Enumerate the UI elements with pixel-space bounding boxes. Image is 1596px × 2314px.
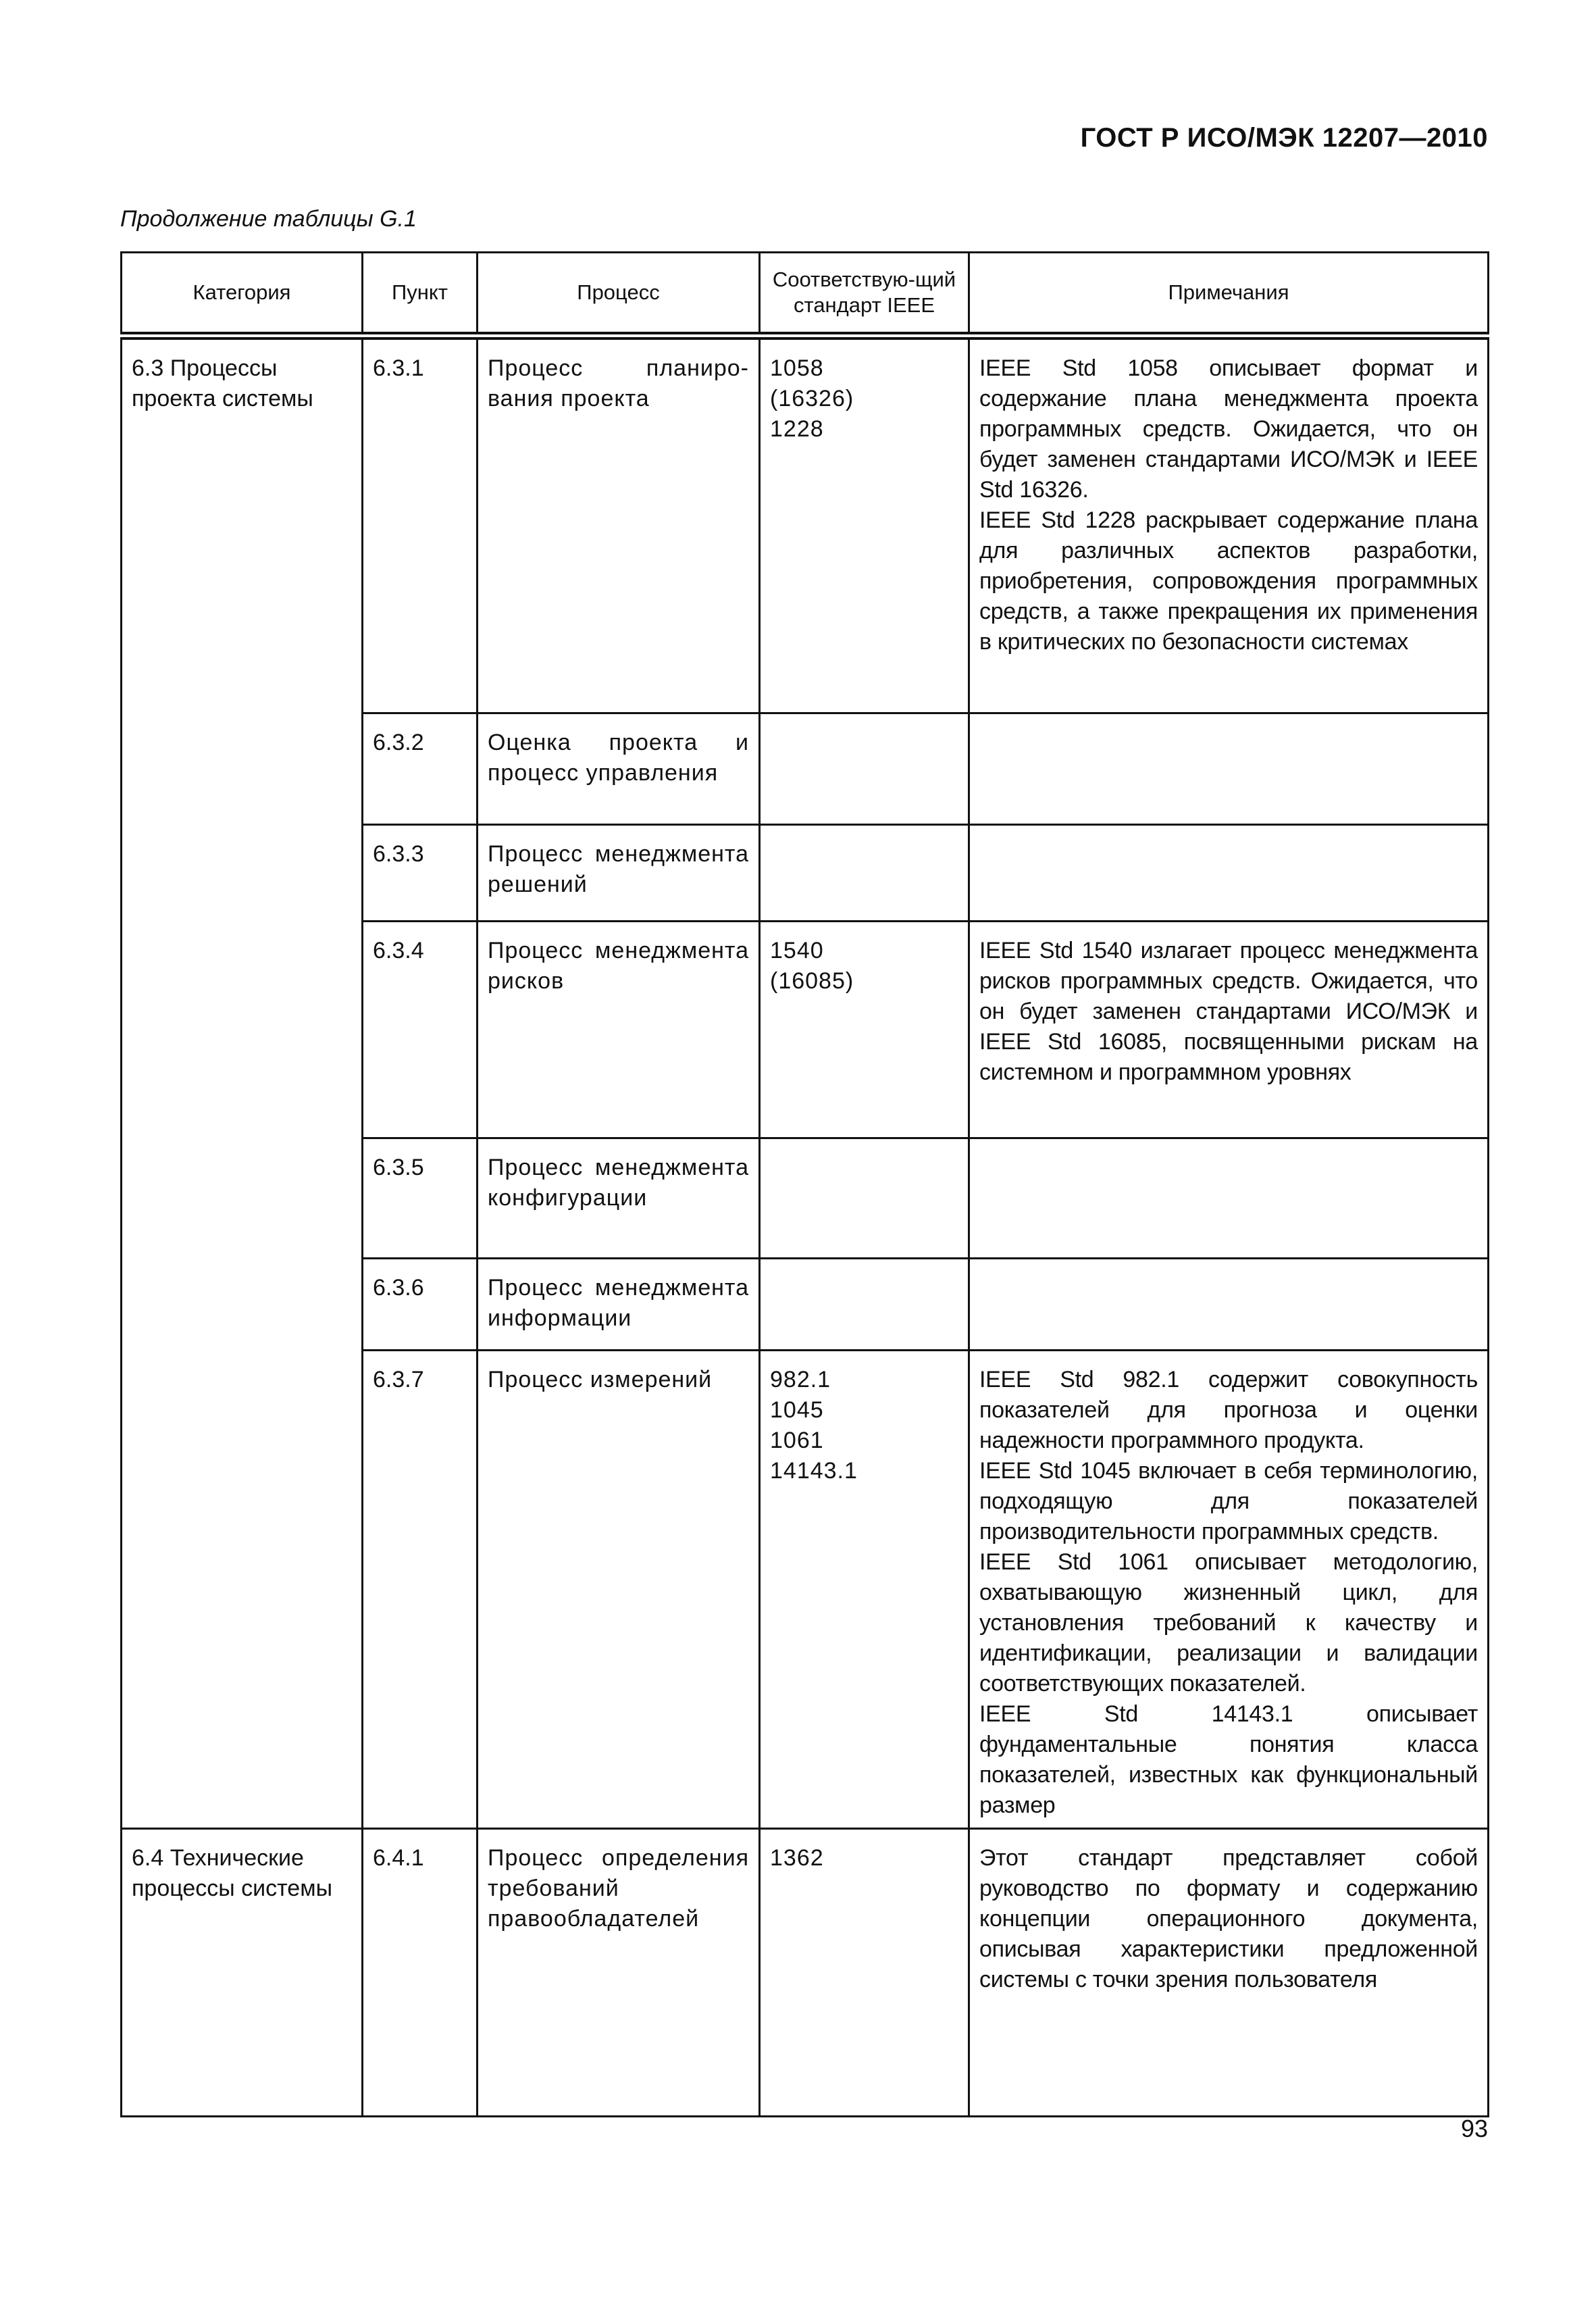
- process-cell: Процесс менеджмента рисков: [478, 921, 760, 1138]
- standard-cell: [760, 824, 969, 921]
- standard-cell: [760, 921, 969, 1138]
- note-paragraph: IEEE Std 1058 описывает формат и содержание плана менеджмента проекта программных средств. Ожидается, что он будет заменен стандартами ИСО/МЭК и IEEE Std 16326.: [979, 355, 1478, 503]
- process-cell: Процесс определения требований правообладателей: [478, 1828, 760, 2116]
- table-header-row: [122, 253, 1489, 336]
- clause-cell: 6.3.3: [363, 824, 478, 921]
- standard-number: 982.1: [770, 1366, 831, 1392]
- note-paragraph: IEEE Std 982.1 содержит совокупность показателей для прогноза и оценки надежности программного продукта.: [979, 1366, 1478, 1453]
- standard-cell: [760, 1828, 969, 2116]
- standard-number: 1058: [770, 355, 824, 381]
- process-cell: Процесс менеджмента информации: [478, 1258, 760, 1350]
- table-row: [122, 336, 1489, 713]
- notes-cell: [969, 824, 1489, 921]
- page-number: 93: [1460, 2115, 1488, 2142]
- process-cell: Процесс измерений: [478, 1350, 760, 1828]
- table-row: [122, 1828, 1489, 2116]
- note-paragraph: IEEE Std 1228 раскрывает содержание плана для различных аспектов разработки, приобретения, сопровождения программных средств, а также прекращения их применения в критических по безопасности системах: [979, 507, 1478, 655]
- note-paragraph: IEEE Std 1061 описывает методологию, охватывающую жизненный цикл, для установления требований к качеству и идентификации, реализации и валидации соответствующих показателей.: [979, 1549, 1478, 1696]
- clause-cell: 6.3.6: [363, 1258, 478, 1350]
- standard-number: 1362: [770, 1844, 824, 1871]
- notes-cell: [969, 336, 1489, 713]
- standard-number: (16326): [770, 386, 854, 411]
- column-header-standard: Соответствую-щий стандарт IEEE: [760, 253, 969, 336]
- column-header-clause: Пункт: [363, 253, 478, 336]
- note-paragraph: Этот стандарт представляет собой руководство по формату и содержанию концепции операционного документа, описывая характеристики предложенной системы с точки зрения пользователя: [979, 1844, 1478, 1992]
- notes-cell: [969, 1258, 1489, 1350]
- table-container: [120, 251, 1487, 2117]
- clause-cell: 6.4.1: [363, 1828, 478, 2116]
- standard-number: 1045: [770, 1397, 824, 1423]
- category-cell: 6.3 Процессы проекта системы: [122, 336, 363, 1828]
- clause-cell: 6.3.2: [363, 713, 478, 824]
- standard-number: 1228: [770, 416, 824, 442]
- notes-cell: [969, 713, 1489, 824]
- table-caption: Продолжение таблицы G.1: [120, 206, 417, 232]
- standard-number: 1540: [770, 937, 824, 963]
- standard-number: 14143.1: [770, 1457, 858, 1484]
- process-cell: Процесс менеджмента решений: [478, 824, 760, 921]
- standards-table: [120, 251, 1489, 2117]
- notes-cell: [969, 1350, 1489, 1828]
- column-header-process: Процесс: [478, 253, 760, 336]
- category-cell: 6.4 Технические процессы системы: [122, 1828, 363, 2116]
- notes-cell: [969, 1138, 1489, 1258]
- column-header-category: Категория: [122, 253, 363, 336]
- clause-cell: 6.3.1: [363, 336, 478, 713]
- standard-cell: [760, 1350, 969, 1828]
- note-paragraph: IEEE Std 1045 включает в себя терминологию, подходящую для показателей производительности программных средств.: [979, 1457, 1478, 1544]
- note-paragraph: IEEE Std 1540 излагает процесс менеджмента рисков программных средств. Ожидается, что он будет заменен стандартами ИСО/МЭК и IEEE Std 16085, посвященными рискам на системном и программном уровнях: [979, 937, 1478, 1085]
- note-paragraph: IEEE Std 14143.1 описывает фундаментальные понятия класса показателей, известных как функциональный размер: [979, 1701, 1478, 1818]
- standard-cell: [760, 1258, 969, 1350]
- notes-cell: [969, 1828, 1489, 2116]
- standard-number: (16085): [770, 967, 854, 994]
- clause-cell: 6.3.7: [363, 1350, 478, 1828]
- clause-cell: 6.3.4: [363, 921, 478, 1138]
- standard-cell: [760, 336, 969, 713]
- standard-number: 1061: [770, 1427, 824, 1453]
- column-header-notes: Примечания: [969, 253, 1489, 336]
- document-header: ГОСТ Р ИСО/МЭК 12207—2010: [1080, 123, 1488, 153]
- process-cell: Оценка проекта и процесс управления: [478, 713, 760, 824]
- standard-cell: [760, 1138, 969, 1258]
- clause-cell: 6.3.5: [363, 1138, 478, 1258]
- notes-cell: [969, 921, 1489, 1138]
- process-cell: Процесс планиро-вания проекта: [478, 336, 760, 713]
- process-cell: Процесс менеджмента конфигурации: [478, 1138, 760, 1258]
- standard-cell: [760, 713, 969, 824]
